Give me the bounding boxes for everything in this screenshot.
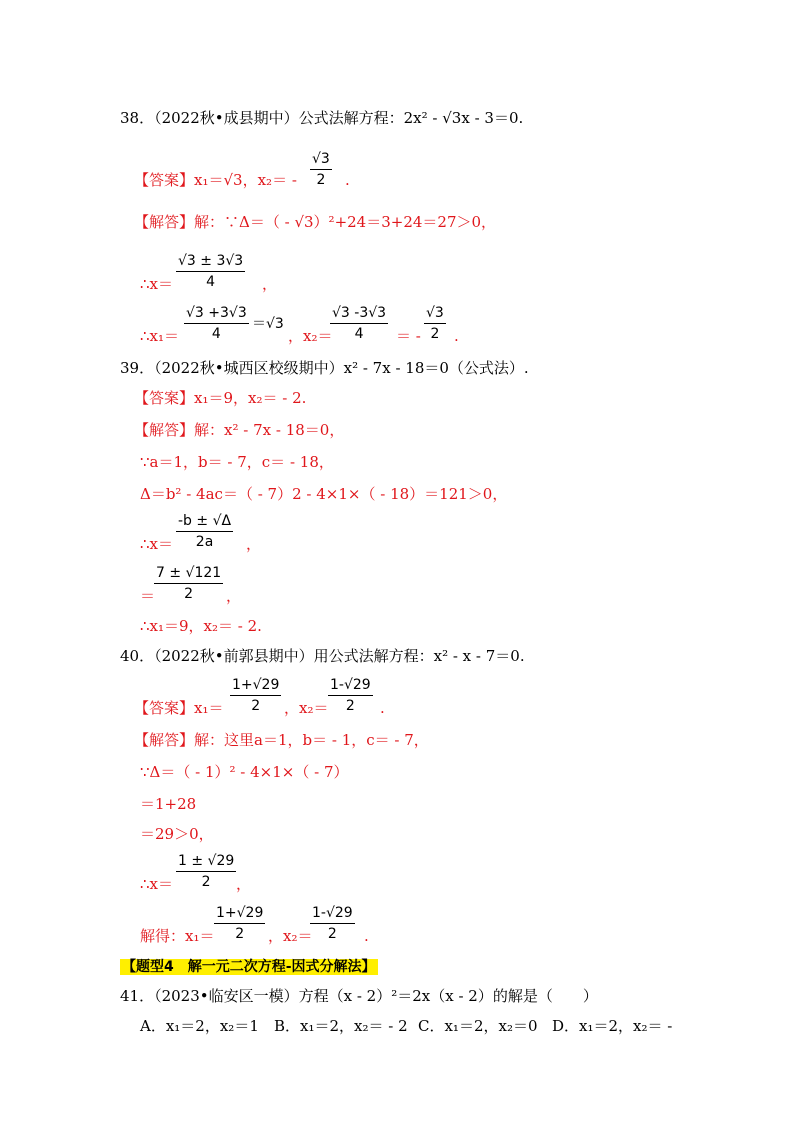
q38-answer-frac-num: √3 [310, 150, 332, 170]
question-40: 40．（2022秋•前郭县期中）用公式法解方程：x² - x - 7＝0. [120, 647, 525, 665]
q40-solution-tag: 【解答】 [134, 731, 195, 749]
q40-f2-den: 2 [327, 926, 337, 942]
q40-final-frac1 [214, 904, 265, 943]
q39-answer [134, 388, 306, 408]
q40-line-eq2: ＝29＞0， [140, 825, 214, 843]
q38-x1-frac-num: √3 +3√3 [184, 304, 249, 324]
q38-x2-eq: ＝ - [396, 327, 421, 345]
q38-x2-result-den: 2 [430, 326, 440, 342]
q38-x1-fraction [184, 304, 249, 343]
q40-x-frac-num: 1 ± √29 [176, 852, 236, 872]
q39-x-comma: ， [246, 535, 262, 553]
q38-answer-frac-den: 2 [316, 172, 326, 188]
q40-final-prefix: 解得：x₁＝ [140, 927, 215, 945]
q40-line-delta: ∵Δ＝（ - 1）² - 4×1×（ - 7） [140, 763, 349, 781]
q40-x-frac-den: 2 [201, 874, 211, 890]
q40-f1-den: 2 [235, 926, 245, 942]
q38-answer-text: x₁＝√3，x₂＝ - [194, 171, 297, 189]
q38-x2-prefix: ，x₂＝ [288, 327, 333, 345]
q40-answer-frac1 [230, 676, 281, 715]
q39-eq-prefix: ＝ [140, 587, 156, 605]
q38-x1-frac-den: 4 [211, 326, 221, 342]
q38-x2-result-fraction [424, 304, 446, 343]
q38-x-prefix: ∴x＝ [140, 275, 174, 293]
q38-answer-fraction [310, 150, 332, 189]
q38-x-fraction [176, 252, 245, 291]
q38-answer-period: . [345, 171, 350, 189]
q39-eq-fraction [154, 564, 223, 603]
q39-x-frac-den: 2a [195, 534, 214, 550]
q38-solution-line1: 解：∵Δ＝（ - √3）²+24＝3+24＝27＞0， [194, 213, 497, 231]
q39-eq-frac-den: 2 [184, 586, 194, 602]
q40-a1-num: 1+√29 [230, 676, 281, 696]
q39-eq-comma: ， [226, 587, 242, 605]
q38-x-frac-den: 4 [206, 274, 216, 290]
q41-option-d: D．x₁＝2，x₂＝ - [552, 1017, 673, 1035]
q41-option-a: A．x₁＝2，x₂＝1 [140, 1017, 259, 1035]
q40-answer-period: . [380, 699, 385, 717]
q41-option-b: B．x₁＝2，x₂＝ - 2 [274, 1017, 408, 1035]
q40-answer-tag: 【答案】 [134, 699, 195, 717]
q38-solution-tag: 【解答】 [134, 213, 195, 231]
q38-x2-frac-den: 4 [354, 326, 364, 342]
q39-x-prefix: ∴x＝ [140, 535, 174, 553]
q39-line-delta: Δ＝b² - 4ac＝（ - 7）2 - 4×1×（ - 18）＝121＞0， [140, 485, 508, 503]
q40-line-eq1: ＝1+28 [140, 795, 197, 813]
q38-answer [134, 170, 297, 190]
q40-x-prefix: ∴x＝ [140, 875, 174, 893]
q39-solution-tag: 【解答】 [134, 421, 195, 439]
q38-x-comma: ， [262, 275, 278, 293]
section-header [120, 956, 378, 977]
q40-x-fraction [176, 852, 236, 891]
q38-x2-fraction [330, 304, 388, 343]
q40-f2-num: 1-√29 [310, 904, 355, 924]
q40-x-comma: ， [236, 875, 252, 893]
q39-eq-frac-num: 7 ± √121 [154, 564, 223, 584]
q40-f1-num: 1+√29 [214, 904, 265, 924]
q38-header: 38．（2022秋•成县期中）公式法解方程： [120, 109, 404, 127]
section-title: 【题型4 解一元二次方程-因式分解法】 [122, 959, 376, 975]
q39-solution [134, 420, 344, 440]
q40-a1-den: 2 [251, 698, 261, 714]
q40-final-period: . [364, 927, 369, 945]
q38-x1-prefix: ∴x₁＝ [140, 327, 180, 345]
q39-x-frac-num: -b ± √Δ [176, 512, 233, 532]
q38-x-frac-num: √3 ± 3√3 [176, 252, 245, 272]
q40-solution-line1: 解：这里a＝1，b＝ - 1，c＝ - 7， [194, 731, 429, 749]
q40-answer-x2: ，x₂＝ [284, 699, 329, 717]
q40-final-mid: ，x₂＝ [268, 927, 313, 945]
q40-answer-x1: x₁＝ [194, 699, 224, 717]
q40-a2-den: 2 [345, 698, 355, 714]
question-38 [120, 108, 523, 128]
q38-x1-result: ＝√3 [252, 316, 284, 332]
q38-x2-result-num: √3 [424, 304, 446, 324]
q38-equation: 2x² - √3x - 3＝0. [403, 109, 524, 127]
q40-final-frac2 [310, 904, 355, 943]
q39-final: ∴x₁＝9，x₂＝ - 2. [140, 617, 262, 635]
q38-x2-frac-num: √3 -3√3 [330, 304, 388, 324]
q38-answer-tag: 【答案】 [134, 171, 195, 189]
q39-answer-tag: 【答案】 [134, 389, 195, 407]
question-41: 41．（2023•临安区一模）方程（x - 2）²＝2x（x - 2）的解是（ ） [120, 987, 598, 1005]
q40-a2-num: 1-√29 [328, 676, 373, 696]
q41-option-c: C．x₁＝2，x₂＝0 [418, 1017, 538, 1035]
q39-line-abc: ∵a＝1，b＝ - 7，c＝ - 18， [140, 453, 334, 471]
q38-solution [134, 212, 496, 232]
q39-x-fraction [176, 512, 233, 551]
q40-answer [134, 698, 224, 718]
q38-x2-period: . [454, 327, 459, 345]
question-39: 39．（2022秋•城西区校级期中）x² - 7x - 18＝0（公式法）. [120, 359, 529, 377]
q40-answer-frac2 [328, 676, 373, 715]
q39-solution-line1: 解：x² - 7x - 18＝0， [194, 421, 345, 439]
q40-solution [134, 730, 429, 750]
q39-answer-text: x₁＝9，x₂＝ - 2. [194, 389, 307, 407]
